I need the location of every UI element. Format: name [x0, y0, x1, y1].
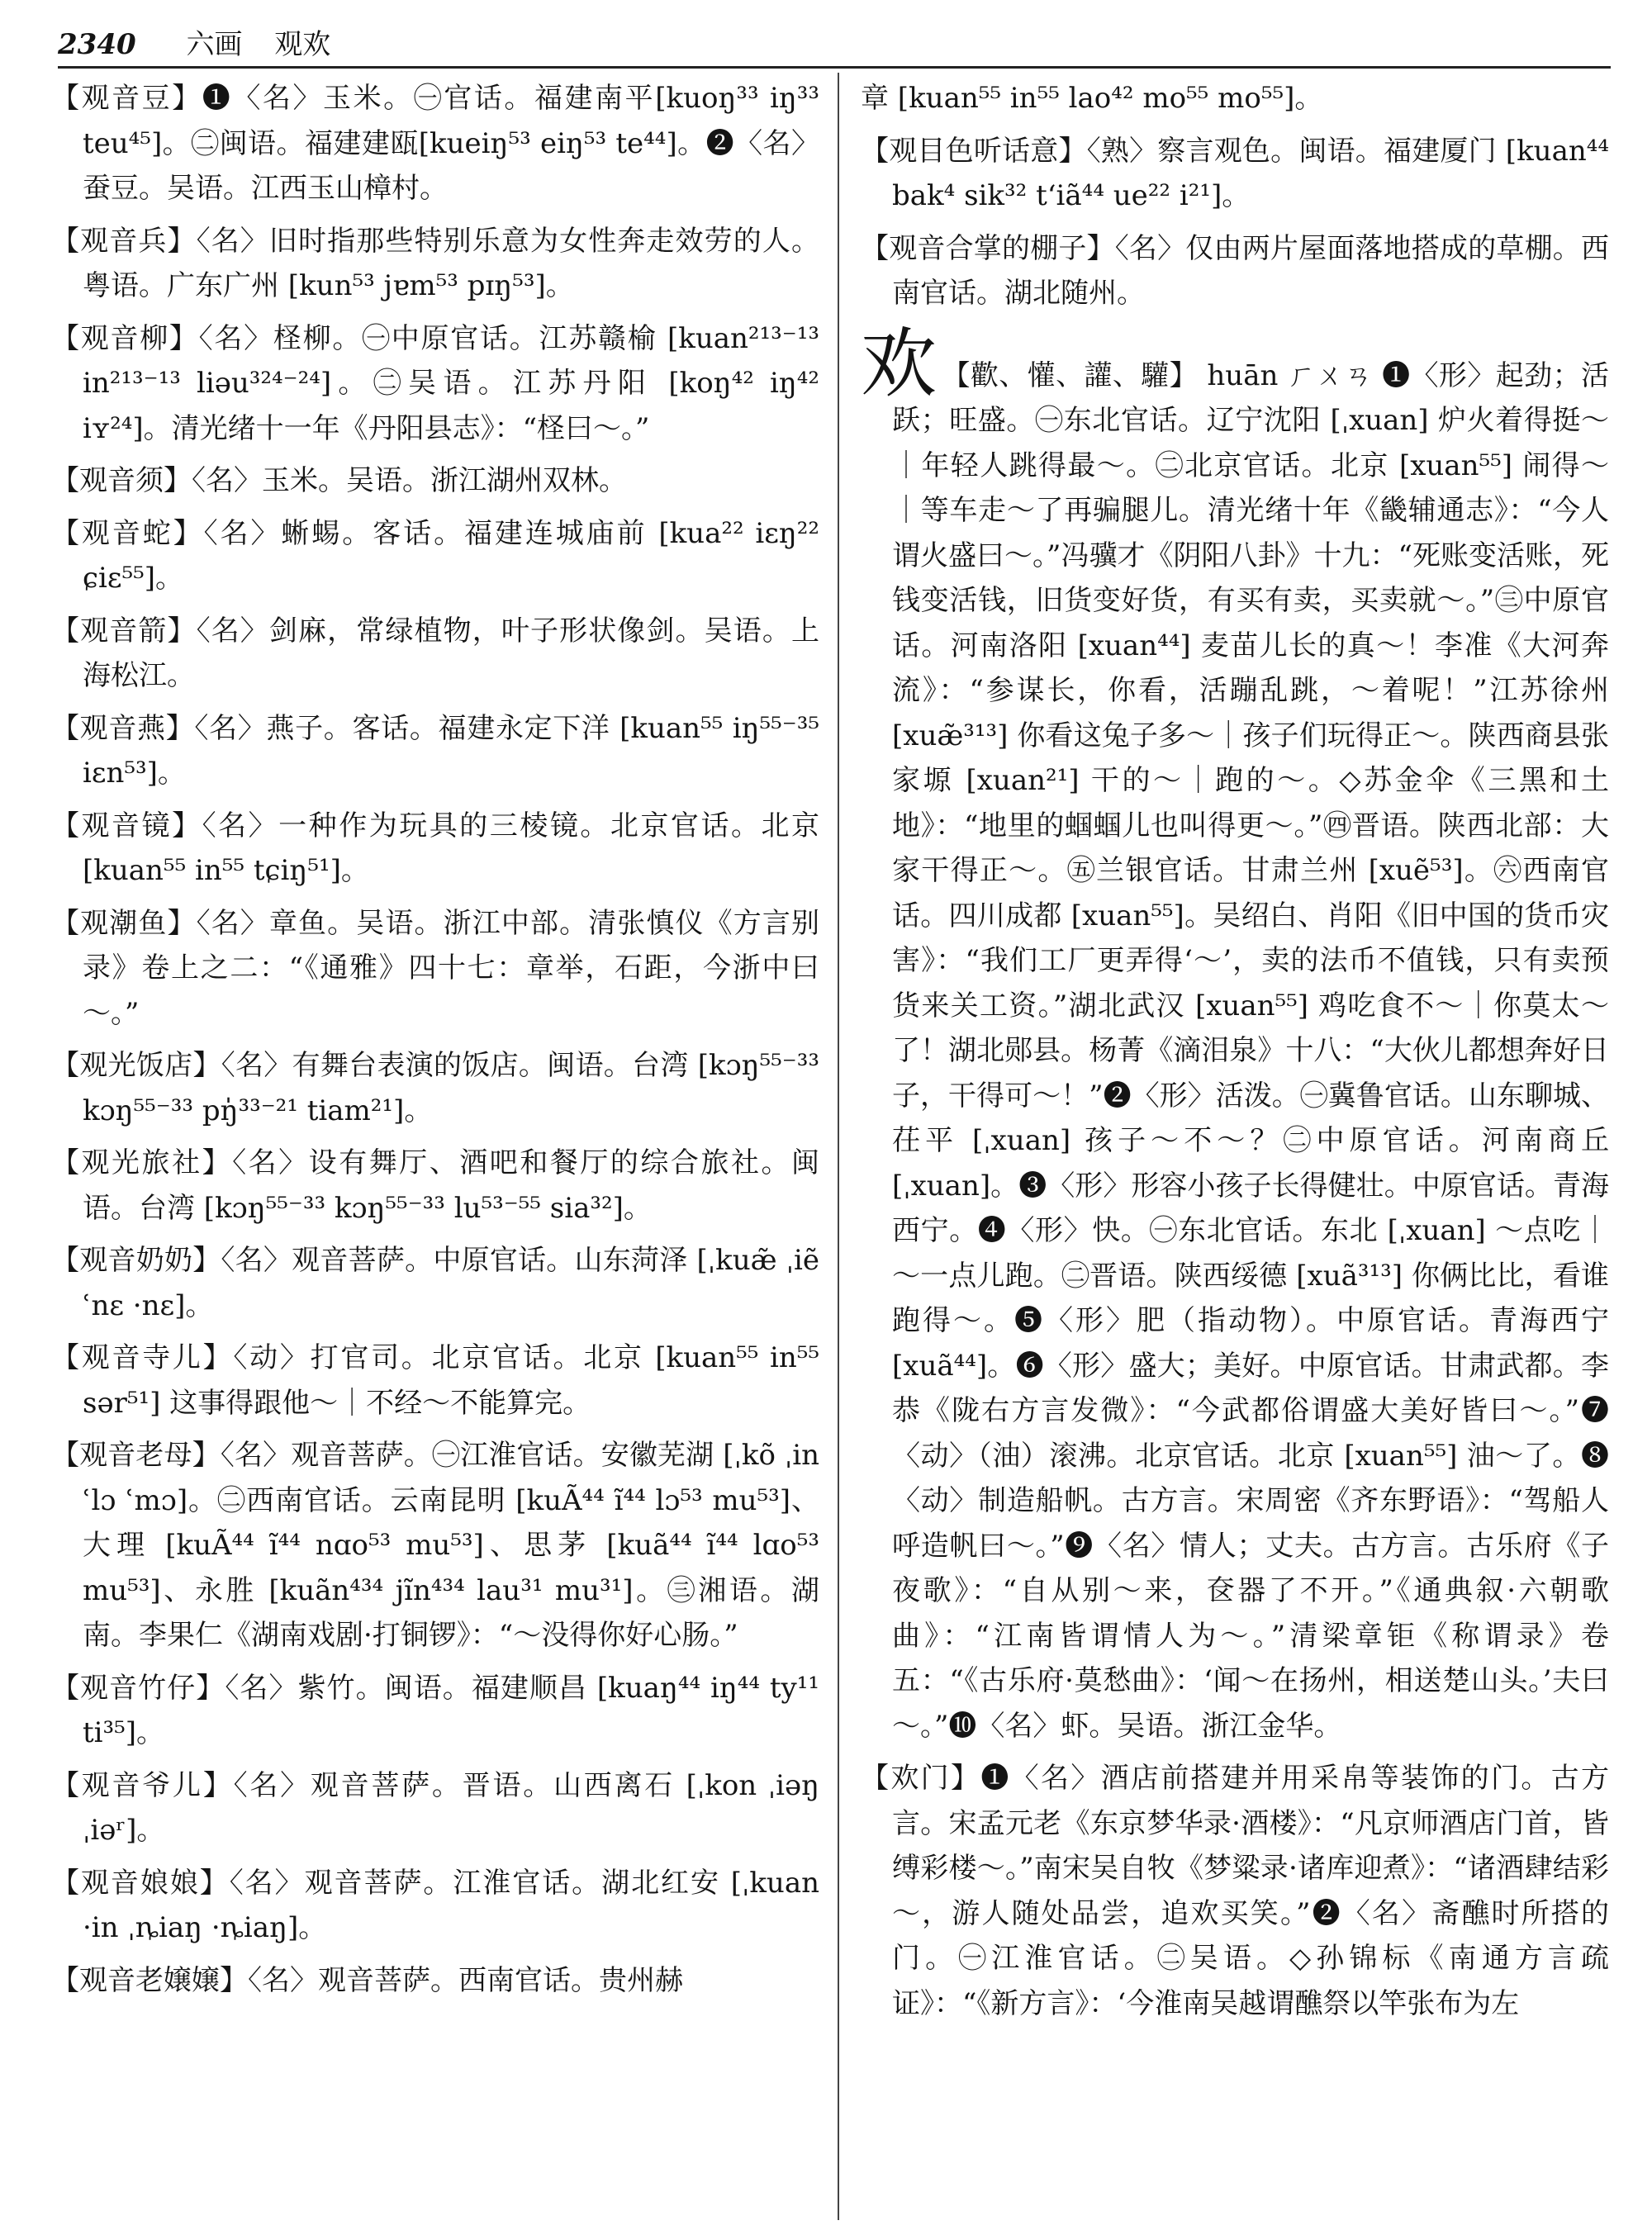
headword-zhuyin: ㄏㄨㄢ	[1287, 358, 1373, 392]
header-rule	[58, 66, 1611, 69]
left-column	[51, 76, 819, 2223]
entry-guanyinjian: 【观音箭】〈名〉剑麻，常绿植物，叶子形状像剑。吴语。上海松江。	[51, 614, 819, 692]
entry-guanyinyan: 【观音燕】〈名〉燕子。客话。福建永定下洋 [kuan⁵⁵ iŋ⁵⁵⁻³⁵ iɛn⁵³]。	[51, 711, 819, 790]
entry-guanyinbing: 【观音兵】〈名〉旧时指那些特别乐意为女性奔走效劳的人。粤语。广东广州 [kun⁵³ jɐm⁵³ pɪŋ⁵³]。	[51, 224, 819, 302]
headword-huan: 欢	[861, 319, 938, 408]
column-divider	[838, 73, 839, 2220]
range-label: 观欢	[274, 28, 331, 61]
entry-guanchaoyu: 【观潮鱼】〈名〉章鱼。吴语。浙江中部。清张慎仪《方言别录》卷上之二：“《通雅》四十七：章举，石距，今浙中曰～。”	[51, 906, 819, 1030]
entry-huanmen: 【欢门】❶〈名〉酒店前搭建并用采帛等装饰的门。古方言。宋孟元老《东京梦华录·酒楼》：“凡京师酒店门首，皆缚彩楼～。”南宋吴自牧《梦粱录·诸库迎煮》：“诸酒肆结彩～，游人随处品尝，追欢买笑。”❷〈名〉斋醮时所搭的门。㊀江淮官话。㊁吴语。◇孙锦标《南通方言疏证》：“《新方言》：‘今淮南吴越谓醮祭以竿张布为左	[861, 1762, 1609, 2020]
entry-guanyinshe: 【观音蛇】〈名〉蜥蜴。客话。福建连城庙前 [kua²² iɛŋ²² ɕiɛ⁵⁵]。	[51, 516, 819, 595]
section-label: 六画	[186, 28, 243, 61]
entry-guanyinhezhang: 【观音合掌的棚子】〈名〉仅由两片屋面落地搭成的草棚。西南官话。湖北随州。	[861, 231, 1609, 310]
entry-guanyinjing: 【观音镜】〈名〉一种作为玩具的三棱镜。北京官话。北京 [kuan⁵⁵ in⁵⁵ tɕiŋ⁵¹]。	[51, 809, 819, 887]
headword-definitions: ❶〈形〉起劲；活跃；旺盛。㊀东北官话。辽宁沈阳 [ˌxuan] 炉火着得挺～｜年轻人跳得最～。㊁北京官话。北京 [xuan⁵⁵] 闹得～｜等车走～了再骗腿儿。清光绪十年《畿辅通志》：“今人谓火盛曰～。”冯骥才《阴阳八卦》十九：“死账变活账，死钱变活钱，旧货变好货，有买有卖，买卖就～。”㊂中原官话。河南洛阳 [xuan⁴⁴] 麦苗儿长的真～！李准《大河奔流》：“参谋长，你看，活蹦乱跳，～着呢！”江苏徐州 [xuæ̃³¹³] 你看这兔子多～｜孩子们玩得正～。陕西商县张家塬 [xuan²¹] 干的～｜跑的～。◇苏金伞《三黑和土地》：“地里的蝈蝈儿也叫得更～。”㊃晋语。陕西北部：大家干得正～。㊄兰银官话。甘肃兰州 [xuẽ⁵³]。㊅西南官话。四川成都 [xuan⁵⁵]。吴绍白、肖阳《旧中国的货币灾害》：“我们工厂更弄得‘～’，卖的法币不值钱，只有卖预货来关工资。”湖北武汉 [xuan⁵⁵] 鸡吃食不～｜你莫太～了！湖北郧县。杨菁《滴泪泉》十八：“大伙儿都想奔好日子，干得可～！”❷〈形〉活泼。㊀冀鲁官话。山东聊城、茌平 [ˌxuan] 孩子～不～？㊁中原官话。河南商丘 [ˌxuan]。❸〈形〉形容小孩子长得健壮。中原官话。青海西宁。❹〈形〉快。㊀东北官话。东北 [ˌxuan] ～点吃｜～一点儿跑。㊁晋语。陕西绥德 [xuã³¹³] 你俩比比，看谁跑得～。❺〈形〉肥（指动物）。中原官话。青海西宁 [xuã⁴⁴]。❻〈形〉盛大；美好。中原官话。甘肃武都。李恭《陇右方言发微》：“今武都俗谓盛大美好皆曰～。”❼〈动〉（油）滚沸。北京官话。北京 [xuan⁵⁵] 油～了。❽〈动〉制造船帆。古方言。宋周密《齐东野语》：“驾船人呼造帆曰～。”❾〈名〉情人；丈夫。古方言。古乐府《子夜歌》：“自从别～来，奁器了不开。”《通典叙·六朝歌曲》：“江南皆谓情人为～。”清梁章钜《称谓录》卷五：“《古乐府·莫愁曲》：‘闻～在扬州，相送楚山头。’夫曰～。”❿〈名〉虾。吴语。浙江金华。	[892, 358, 1609, 1743]
right-column	[861, 76, 1609, 2223]
entry-guanmuse: 【观目色听话意】〈熟〉察言观色。闽语。福建厦门 [kuan⁴⁴ bak⁴ sik³² tʻiã⁴⁴ ue²² i²¹]。	[861, 134, 1609, 212]
entry-guanguanglvshe: 【观光旅社】〈名〉设有舞厅、酒吧和餐厅的综合旅社。闽语。台湾 [kɔŋ⁵⁵⁻³³ kɔŋ⁵⁵⁻³³ lu⁵³⁻⁵⁵ sia³²]。	[51, 1146, 819, 1225]
entry-guanyinliu: 【观音柳】〈名〉柽柳。㊀中原官话。江苏赣榆 [kuan²¹³⁻¹³ in²¹³⁻¹³ liəu³²⁴⁻²⁴]。㊁吴语。江苏丹阳 [koŋ⁴² iŋ⁴² iʏ²⁴]。清光绪十一年《丹阳县志》：“柽曰～。”	[51, 321, 819, 445]
entry-continuation: 章 [kuan⁵⁵ in⁵⁵ lao⁴² mo⁵⁵ mo⁵⁵]。	[861, 82, 1323, 115]
headword-variants: 【歡、懽、讙、驩】	[942, 358, 1199, 392]
entry-guanyinniangniang: 【观音娘娘】〈名〉观音菩萨。江淮官话。湖北红安 [ˌkuan ·in ˌȵiaŋ ·ȵiaŋ]。	[51, 1866, 819, 1944]
page-number: 2340	[58, 28, 136, 61]
headword-huan-entry	[861, 319, 1609, 1749]
entry-guanguangfandian: 【观光饭店】〈名〉有舞台表演的饭店。闽语。台湾 [kɔŋ⁵⁵⁻³³ kɔŋ⁵⁵⁻³³ pŋ̍³³⁻²¹ tiam²¹]。	[51, 1049, 819, 1127]
headword-pinyin: huān	[1207, 358, 1279, 392]
entry-guanyinzhuzai: 【观音竹仔】〈名〉紫竹。闽语。福建顺昌 [kuaŋ⁴⁴ iŋ⁴⁴ ty¹¹ ti³⁵]。	[51, 1671, 819, 1749]
entry-guanyinlaomu: 【观音老母】〈名〉观音菩萨。㊀江淮官话。安徽芜湖 [ˌkõ ˌin ʿlɔ ʿmɔ]。㊁西南官话。云南昆明 [kuÃ⁴⁴ ĩ⁴⁴ lɔ⁵³ mu⁵³]、大理 [kuÃ⁴⁴ ĩ⁴⁴ nɑo⁵³ mu⁵³]、思茅 [kuã⁴⁴ ĩ⁴⁴ lɑo⁵³ mu⁵³]、永胜 [kuãn⁴³⁴ jĩn⁴³⁴ lau³¹ mu³¹]。㊂湘语。湖南。李果仁《湖南戏剧·打铜锣》：“～没得你好心肠。”	[51, 1439, 819, 1652]
page-header	[58, 23, 1611, 66]
entry-guanyinlaoniangniang: 【观音老嬢嬢】〈名〉观音菩萨。西南官话。贵州赫	[51, 1963, 683, 1997]
entry-guanyindou: 【观音豆】❶〈名〉玉米。㊀官话。福建南平[kuoŋ³³ iŋ³³ teu⁴⁵]。㊁闽语。福建建瓯[kueiŋ⁵³ eiŋ⁵³ te⁴⁴]。❷〈名〉蚕豆。吴语。江西玉山樟村。	[51, 82, 819, 205]
entry-guanyinsier: 【观音寺儿】〈动〉打官司。北京官话。北京 [kuan⁵⁵ in⁵⁵ sər⁵¹] 这事得跟他～｜不经～不能算完。	[51, 1341, 819, 1420]
entry-guanyinnainai: 【观音奶奶】〈名〉观音菩萨。中原官话。山东菏泽 [ˌkuæ̃ ˌiẽ ʿnɛ ·nɛ]。	[51, 1244, 819, 1322]
entry-guanyinxu: 【观音须】〈名〉玉米。吴语。浙江湖州双林。	[51, 464, 627, 497]
entry-guanyinyeer: 【观音爷儿】〈名〉观音菩萨。晋语。山西离石 [ˌkon ˌiəŋ ˌiəʳ]。	[51, 1768, 819, 1847]
